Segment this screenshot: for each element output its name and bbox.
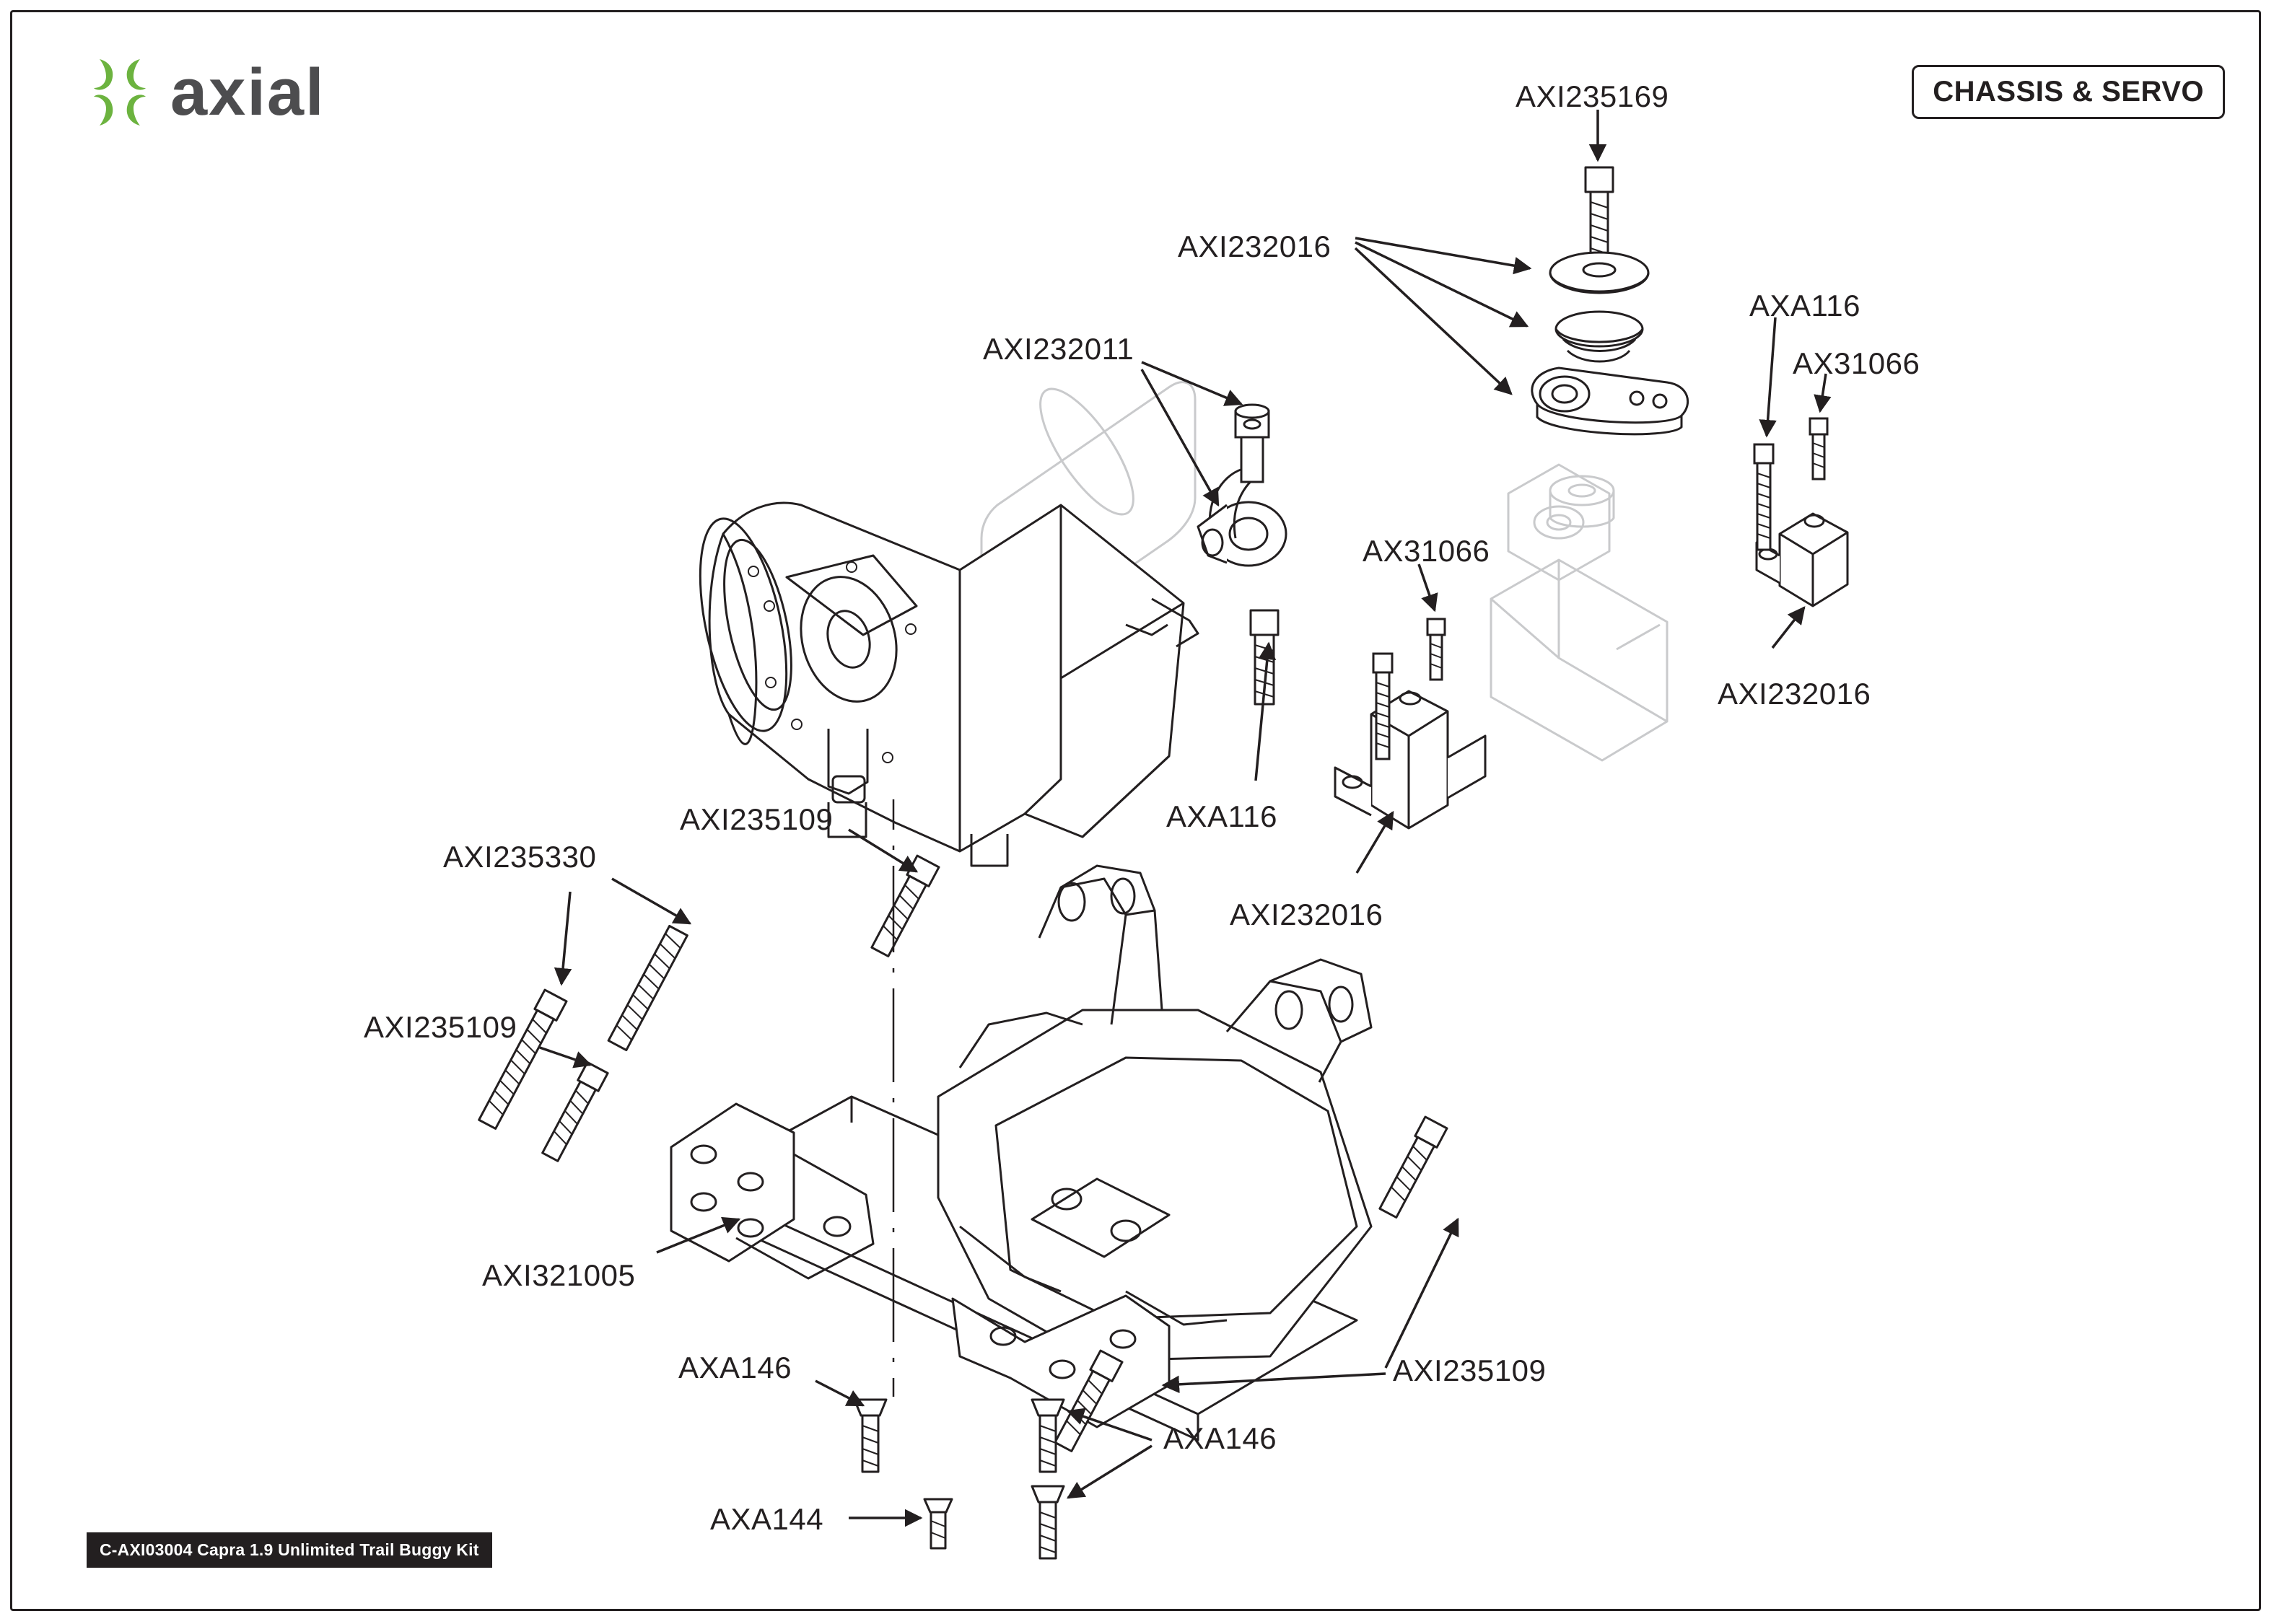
callout-axa146-right: AXA146 xyxy=(1163,1421,1277,1455)
callout-axi235109-top: AXI235109 xyxy=(680,802,834,836)
callout-axi232011: AXI232011 xyxy=(983,332,1134,366)
callout-axa144: AXA144 xyxy=(710,1502,824,1536)
callout-axa146-left: AXA146 xyxy=(678,1351,792,1384)
callout-ax31066-mid: AX31066 xyxy=(1363,534,1490,568)
brand-name: axial xyxy=(170,56,325,129)
kit-name-tag: C-AXI03004 Capra 1.9 Unlimited Trail Buggy Kit xyxy=(87,1532,492,1568)
callout-axi235109-left: AXI235109 xyxy=(364,1010,517,1044)
callout-axi232016-right: AXI232016 xyxy=(1718,677,1871,711)
callout-axa116-mid: AXA116 xyxy=(1166,799,1277,833)
callout-axi235169: AXI235169 xyxy=(1516,79,1669,113)
callout-axi235330: AXI235330 xyxy=(443,840,597,874)
callout-ax31066-right: AX31066 xyxy=(1793,346,1920,380)
callout-axi232016-top: AXI232016 xyxy=(1178,229,1331,263)
section-badge: CHASSIS & SERVO xyxy=(1912,65,2225,119)
callout-axa116-right: AXA116 xyxy=(1749,289,1860,322)
callout-axi321005: AXI321005 xyxy=(482,1258,636,1292)
callout-axi232016-mid: AXI232016 xyxy=(1230,897,1383,931)
callout-axi235109-right: AXI235109 xyxy=(1393,1353,1547,1387)
